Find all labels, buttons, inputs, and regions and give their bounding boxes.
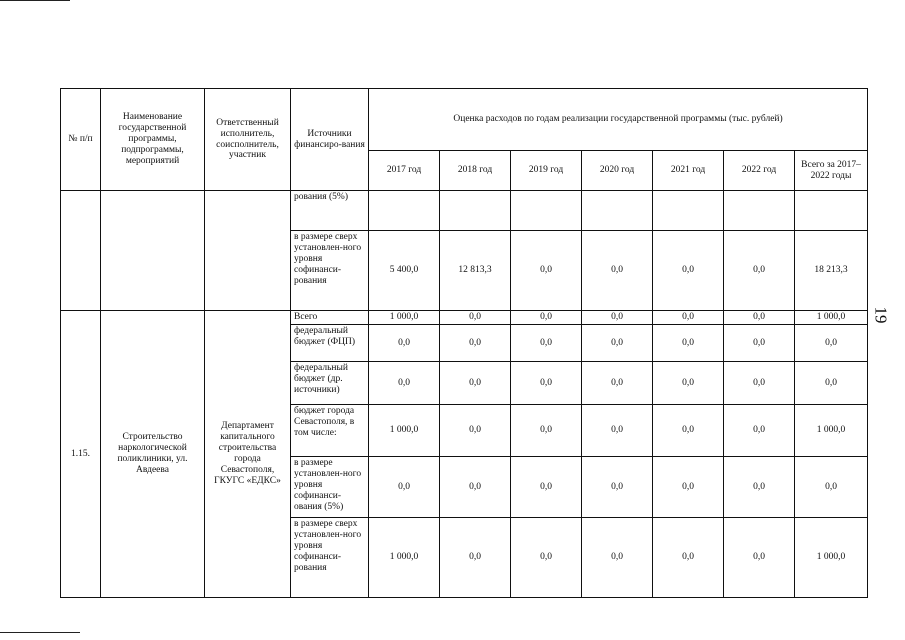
value-cell: 0,0 [724,231,795,311]
value-cell: 1 000,0 [795,518,868,598]
value-cell [440,191,511,231]
table-row [61,311,868,325]
header-year: 2020 год [582,151,653,191]
value-cell: 0,0 [653,311,724,325]
value-cell [653,191,724,231]
header-year: Всего за 2017–2022 годы [795,151,868,191]
value-cell: 0,0 [582,457,653,518]
header-year: 2021 год [653,151,724,191]
value-cell: 0,0 [795,457,868,518]
value-cell [724,191,795,231]
value-cell: 1 000,0 [369,518,440,598]
value-cell: 0,0 [440,518,511,598]
scan-artifact-top [0,0,70,1]
value-cell: 0,0 [795,362,868,405]
cont-responsible-cell [205,191,291,311]
value-cell: 0,0 [511,362,582,405]
value-cell: 1 000,0 [795,311,868,325]
value-cell: 0,0 [653,518,724,598]
value-cell: 0,0 [724,518,795,598]
value-cell: 0,0 [724,311,795,325]
value-cell: 0,0 [724,405,795,457]
value-cell: 0,0 [724,325,795,362]
value-cell: 12 813,3 [440,231,511,311]
item-name: Строительство наркологической поликлиники, ул. Авдеева [101,311,205,598]
value-cell [795,191,868,231]
budget-table [60,88,868,598]
header-year: 2022 год [724,151,795,191]
value-cell: 0,0 [440,405,511,457]
value-cell: 5 400,0 [369,231,440,311]
header-sources: Источники финансиро-вания [291,89,369,191]
value-cell: 0,0 [653,231,724,311]
value-cell: 0,0 [653,405,724,457]
header-estimate: Оценка расходов по годам реализации государственной программы (тыс. рублей) [369,89,868,151]
value-cell: 0,0 [724,457,795,518]
value-cell: 0,0 [582,362,653,405]
page-number: 19 [871,306,891,324]
value-cell [511,191,582,231]
value-cell: 1 000,0 [795,405,868,457]
source-cell: федеральный бюджет (др. источники) [291,362,369,405]
value-cell: 0,0 [369,457,440,518]
header-num: № п/п [61,89,101,191]
value-cell: 0,0 [440,457,511,518]
value-cell: 18 213,3 [795,231,868,311]
value-cell: 0,0 [582,518,653,598]
value-cell: 0,0 [511,231,582,311]
cont-name-cell [101,191,205,311]
value-cell: 0,0 [653,457,724,518]
scan-artifact-bottom [0,632,80,633]
source-cell: в размере установлен-ного уровня софинанси-ования (5%) [291,457,369,518]
header-year: 2018 год [440,151,511,191]
source-cell: бюджет города Севастополя, в том числе: [291,405,369,457]
header-name: Наименование государственной программы, подпрограммы, мероприятий [101,89,205,191]
header-year: 2017 год [369,151,440,191]
source-cell: в размере сверх установлен-ного уровня софинанси-рования [291,518,369,598]
source-cell: федеральный бюджет (ФЦП) [291,325,369,362]
value-cell: 0,0 [582,311,653,325]
value-cell: 0,0 [653,325,724,362]
source-cell: Всего [291,311,369,325]
value-cell: 0,0 [795,325,868,362]
value-cell: 0,0 [511,405,582,457]
value-cell: 0,0 [724,362,795,405]
cont-num-cell [61,191,101,311]
table-row [61,191,868,231]
value-cell: 0,0 [511,311,582,325]
header-responsible: Ответственный исполнитель, соисполнитель, участник [205,89,291,191]
value-cell: 0,0 [582,325,653,362]
source-cell: в размере сверх установлен-ного уровня софинанси-рования [291,231,369,311]
value-cell: 0,0 [369,362,440,405]
value-cell: 0,0 [653,362,724,405]
source-cell: рования (5%) [291,191,369,231]
value-cell: 0,0 [582,231,653,311]
value-cell: 0,0 [511,325,582,362]
value-cell: 0,0 [369,325,440,362]
value-cell: 0,0 [511,457,582,518]
value-cell: 0,0 [511,518,582,598]
value-cell [582,191,653,231]
value-cell: 1 000,0 [369,311,440,325]
header-year: 2019 год [511,151,582,191]
item-responsible: Департамент капитального строительства города Севастополя, ГКУГС «ЕДКС» [205,311,291,598]
value-cell: 0,0 [440,362,511,405]
value-cell: 0,0 [440,311,511,325]
item-num: 1.15. [61,311,101,598]
value-cell: 1 000,0 [369,405,440,457]
value-cell: 0,0 [440,325,511,362]
value-cell [369,191,440,231]
value-cell: 0,0 [582,405,653,457]
